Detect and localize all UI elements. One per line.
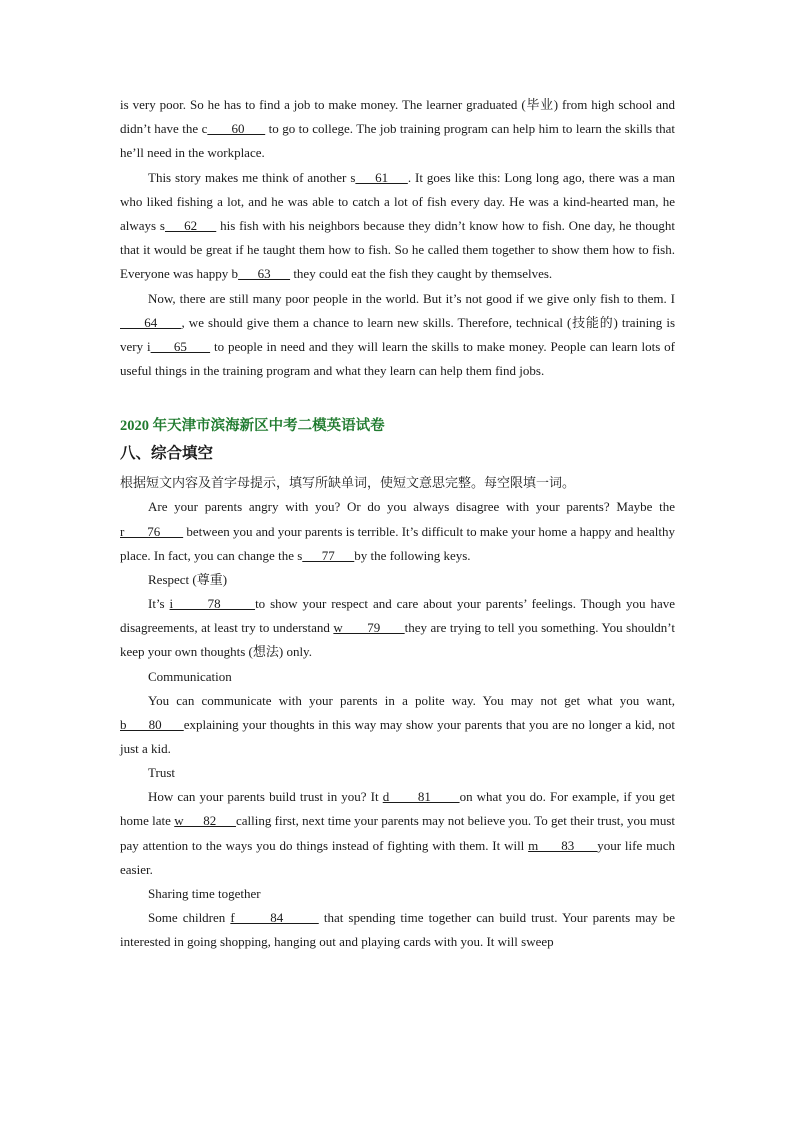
text-run: Some children xyxy=(148,910,231,926)
exam-title: 2020 年天津市滨海新区中考二模英语试卷 xyxy=(120,418,385,435)
answer-blank: 62 xyxy=(164,218,217,234)
text-run: . It goes like this: Long long ago, there was a man who liked fishing a lot, and he was able to catch a lot of fish every day. He was a kind-hearted man, he always s xyxy=(120,169,675,234)
text-run: to people in need and they will learn the skills to make money. People can learn lots of useful things in the training program and what they learn can help them find jobs. xyxy=(120,339,675,379)
answer-blank: f 84 xyxy=(230,910,319,926)
text-run: , we should give them a chance to learn new skills. Therefore, technical (技能的) training is very i xyxy=(120,314,676,355)
paragraph xyxy=(120,93,675,166)
text-run: This story makes me think of another s xyxy=(148,169,356,185)
paragraph xyxy=(120,906,675,954)
text-run: to go to college. The job training program can help him to learn the skills that he’ll need in the workplace. xyxy=(120,121,675,161)
text-run: Now, there are still many poor people in the world. But it’s not good if we give only fish to them. I xyxy=(148,290,675,306)
answer-blank: b 80 xyxy=(120,716,184,732)
text-run: on what you do. For example, if you get home late xyxy=(120,789,676,829)
text-run: your life much easier. xyxy=(120,837,675,877)
answer-blank: 77 xyxy=(302,547,355,563)
subheading-trust: Trust xyxy=(148,765,175,781)
document-page xyxy=(120,93,675,954)
answer-blank: 65 xyxy=(150,339,211,355)
text-run: Are your parents angry with you? Or do you always disagree with your parents? Maybe the xyxy=(148,499,675,515)
paragraph xyxy=(120,785,675,882)
text-run: they could eat the fish they caught by themselves. xyxy=(290,266,553,282)
text-run: calling first, next time your parents may not believe you. To get their trust, you must pay attention to the ways you do things instead of fighting with them. It will xyxy=(120,813,676,853)
paragraph xyxy=(120,592,675,665)
subheading-communication: Communication xyxy=(148,668,232,684)
text-run: between you and your parents is terrible. It’s difficult to make your home a happy and healthy place. In fact, you can change the s xyxy=(120,523,675,563)
text-run: It’s xyxy=(148,596,170,612)
text-run: that spending time together can build trust. Your parents may be interested in going shopping, hanging out and playing cards with you. It will sweep xyxy=(120,910,675,950)
text-run: they are trying to tell you something. You shouldn’t keep your own thoughts (想法) only. xyxy=(120,620,676,660)
instruction: 根据短文内容及首字母提示，填写所缺单词，使短文意思完整。每空限填一词。 xyxy=(120,475,576,491)
paragraph xyxy=(120,166,675,287)
text-run: his fish with his neighbors because they didn’t know how to fish. One day, he thought that it would be great if he taught them how to fish. So he called them together to show them how to fish. Everyone was happy b xyxy=(120,218,675,282)
paragraph xyxy=(120,689,675,762)
text-run: You can communicate with your parents in a polite way. You may not get what you want, xyxy=(148,692,675,708)
text-run: to show your respect and care about your parents’ feelings. Though you have disagreements, at least try to understand xyxy=(120,596,675,636)
answer-blank: w 79 xyxy=(333,620,405,636)
answer-blank: 63 xyxy=(238,266,291,282)
answer-blank: r 76 xyxy=(120,523,184,539)
answer-blank: 64 xyxy=(120,314,182,330)
answer-blank: 60 xyxy=(207,121,266,137)
text-run: is very poor. So he has to find a job to make money. The learner graduated (毕业) from high school and didn’t have the c xyxy=(120,97,675,137)
answer-blank: d 81 xyxy=(382,789,460,805)
answer-blank: w 82 xyxy=(174,813,236,829)
subheading-respect: Respect (尊重) xyxy=(148,572,228,588)
paragraph xyxy=(120,495,675,568)
subheading-sharing: Sharing time together xyxy=(148,886,261,902)
answer-blank: 61 xyxy=(355,169,408,185)
paragraph xyxy=(120,287,675,384)
text-run: How can your parents build trust in you? It xyxy=(148,789,383,805)
text-run: explaining your thoughts in this way may show your parents that you are no longer a kid, not just a kid. xyxy=(120,716,675,757)
answer-blank: m 83 xyxy=(528,837,598,853)
section-title: 八、综合填空 xyxy=(120,445,214,463)
text-run: by the following keys. xyxy=(354,547,471,563)
answer-blank: i 78 xyxy=(169,596,256,612)
